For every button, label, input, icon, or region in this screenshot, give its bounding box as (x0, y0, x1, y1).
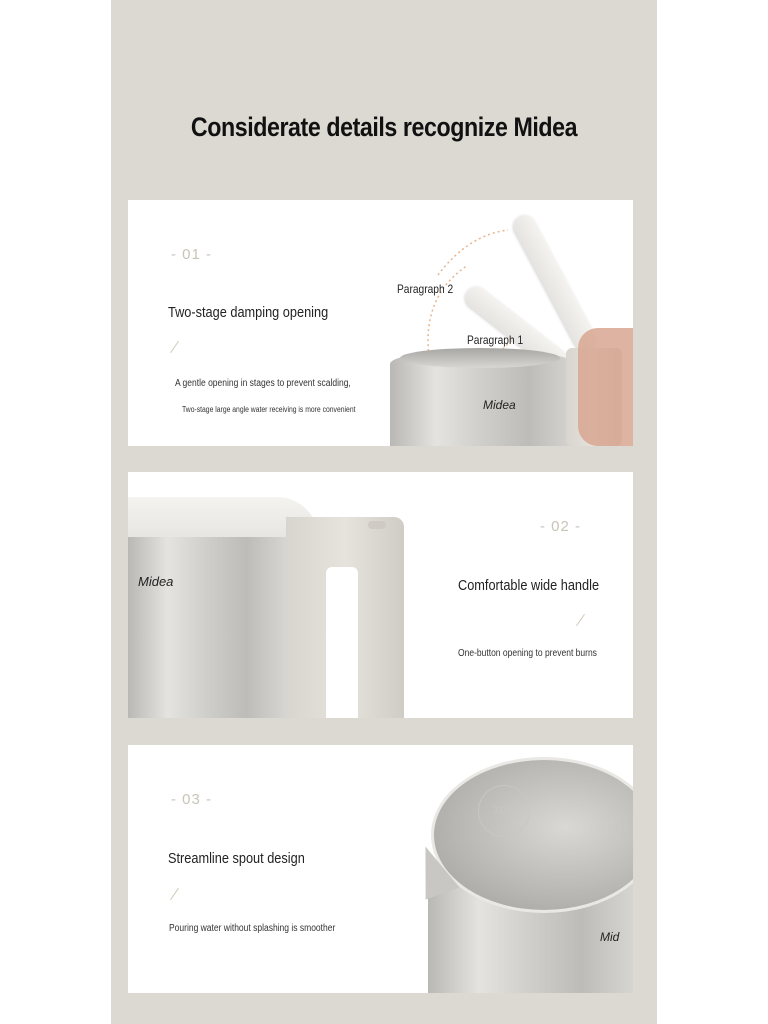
feature-card-damping-opening (128, 200, 633, 446)
handle-gap (326, 567, 358, 718)
slash-divider (576, 614, 585, 626)
page-title: Considerate details recognize Midea (190, 112, 578, 142)
feature-description: A gentle opening in stages to prevent scalding, (175, 378, 351, 389)
feature-description: Pouring water without splashing is smoother (169, 923, 336, 934)
kettle-opening (400, 348, 560, 368)
feature-title: Two-stage damping opening (168, 304, 329, 321)
stage-label: Paragraph 1 (467, 333, 524, 347)
feature-number: - 01 - (171, 246, 213, 263)
brand-logo: Midea (138, 574, 174, 589)
brand-logo: Mid (600, 930, 620, 944)
lid-open-button (368, 521, 386, 529)
brand-logo: Midea (483, 398, 516, 412)
stage-label: Paragraph 2 (397, 282, 454, 296)
feature-card-wide-handle (128, 472, 633, 718)
feature-title: Comfortable wide handle (458, 577, 600, 594)
feature-number: - 02 - (540, 518, 582, 535)
feature-subdescription: Two-stage large angle water receiving is more convenient (182, 405, 356, 414)
slash-divider (170, 888, 179, 900)
hand (578, 328, 633, 446)
feature-title: Streamline spout design (168, 850, 305, 867)
feature-description: One-button opening to prevent burns (458, 648, 597, 659)
slash-divider (170, 341, 179, 353)
316l-stamp: 316L (478, 785, 530, 837)
feature-number: - 03 - (171, 791, 213, 808)
kettle-body (128, 537, 286, 718)
content-panel (111, 0, 657, 1024)
feature-card-spout (128, 745, 633, 993)
